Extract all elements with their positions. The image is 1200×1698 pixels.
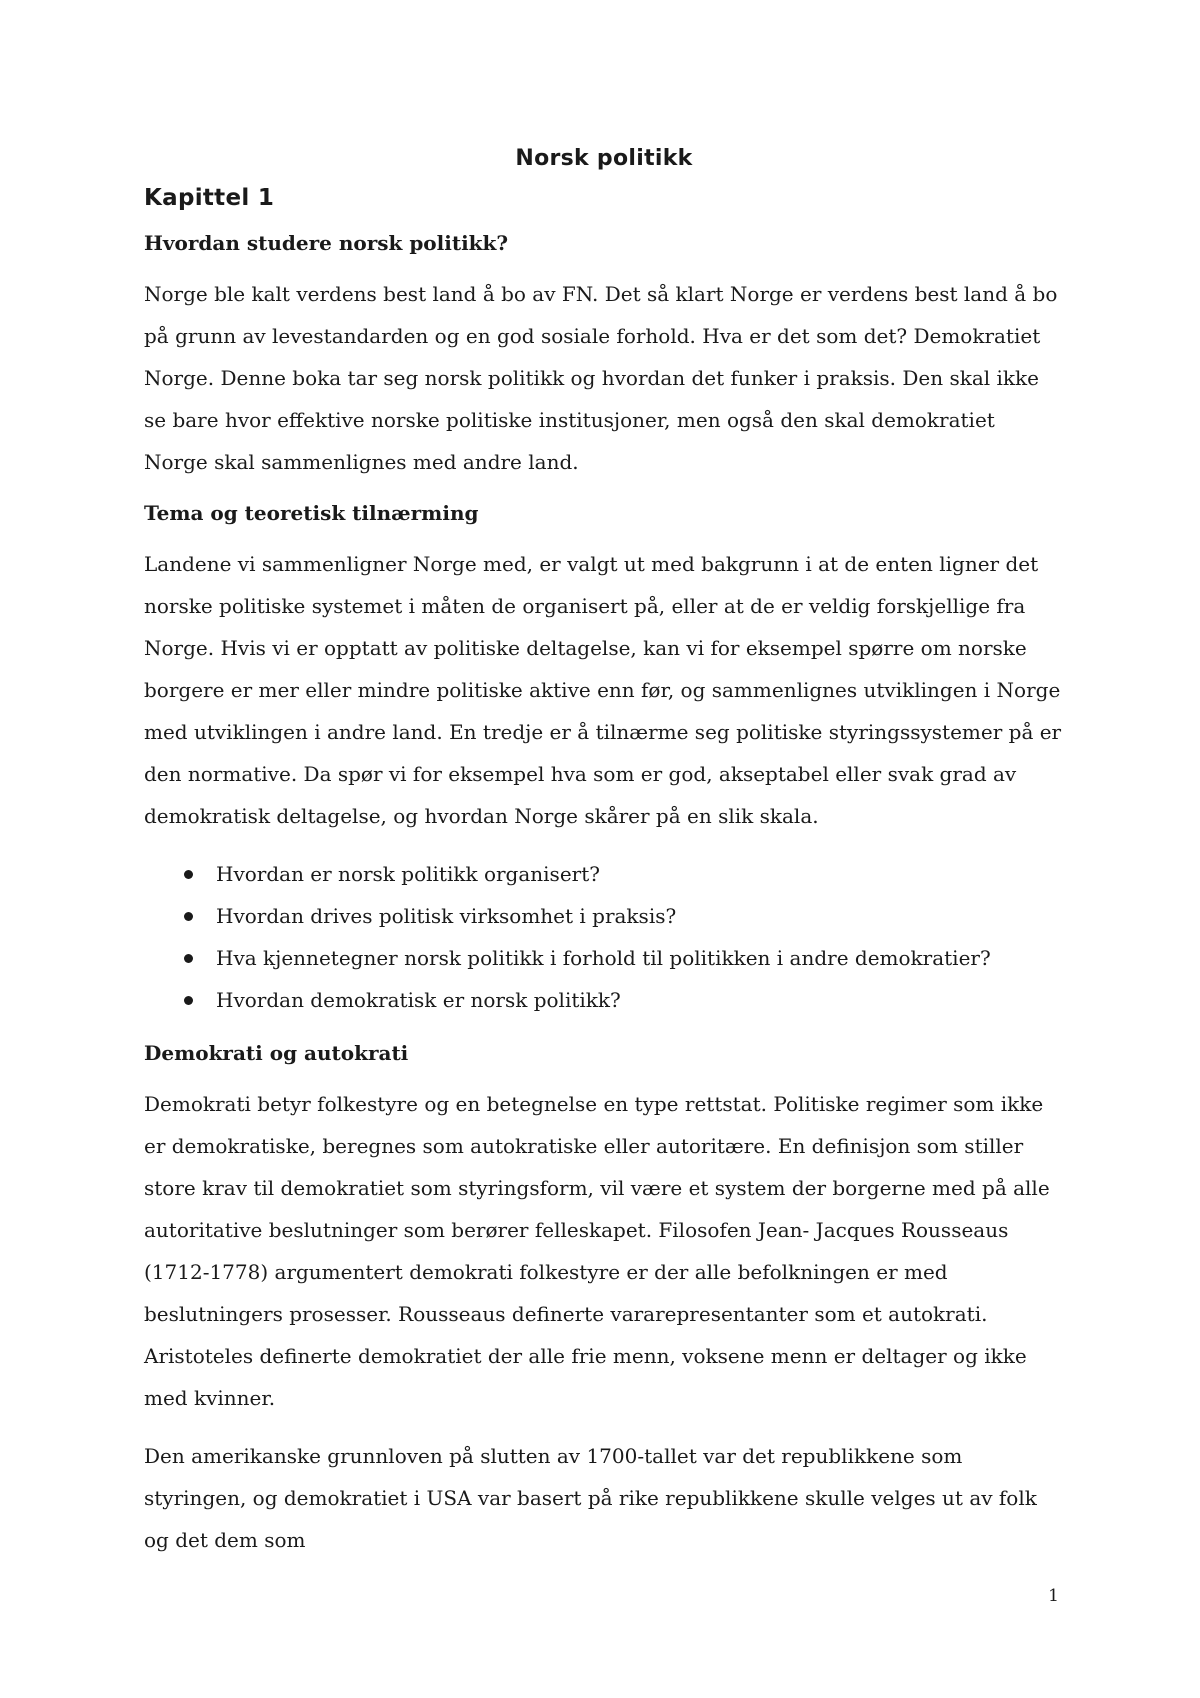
paragraph: Den amerikanske grunnloven på slutten av 1700-tallet var det republikkene som styringen, og demokratiet i USA var basert på rike republikkene skulle velges ut av folk og det dem som [144,1444,1037,1552]
section-heading: Tema og teoretisk tilnærming [144,501,479,525]
bullet-text: Hvordan er norsk politikk organisert? [216,862,600,886]
section-heading: Hvordan studere norsk politikk? [144,231,509,255]
chapter-heading: Kapittel 1 [144,185,275,211]
bullet-dot-icon [184,954,193,963]
page-number: 1 [1048,1586,1059,1606]
bullet-item [144,937,1064,979]
bullet-dot-icon [184,870,193,879]
bullet-text: Hva kjennetegner norsk politikk i forhold til politikken i andre demokratier? [216,946,991,970]
page-content [144,146,1064,1577]
document-title: Norsk politikk [515,146,693,171]
bullet-item [144,853,1064,895]
bullet-item [144,979,1064,1021]
section-studere [144,229,1064,483]
bullet-list [144,853,1064,1021]
bullet-text: Hvordan drives politisk virksomhet i praksis? [216,904,677,928]
bullet-item [144,895,1064,937]
section-heading: Demokrati og autokrati [144,1041,409,1065]
bullet-dot-icon [184,996,193,1005]
paragraph: Norge ble kalt verdens best land å bo av FN. Det så klart Norge er verdens best land å bo på grunn av levestandarden og en god sosiale forhold. Hva er det som det? Demokratiet Norge. Denne boka tar seg norsk politikk og hvordan det funker i praksis. Den skal ikke se bare hvor effektive norske politiske institusjoner, men også den skal demokratiet Norge skal sammenlignes med andre land. [144,282,1058,474]
section-tema [144,499,1064,1021]
paragraph: Demokrati betyr folkestyre og en betegnelse en type rettstat. Politiske regimer som ikke er demokratiske, beregnes som autokratiske eller autoritære. En definisjon som stiller store krav til demokratiet som styringsform, vil være et system der borgerne med på alle autoritative beslutninger som berører felleskapet. Filosofen Jean- Jacques Rousseaus (1712-1778) argumentert demokrati folkestyre er der alle befolkningen er med beslutningers prosesser. Rousseaus definerte vararepresentanter som et autokrati. Aristoteles definerte demokratiet der alle frie menn, voksene menn er deltager og ikke med kvinner. [144,1092,1050,1410]
bullet-dot-icon [184,912,193,921]
paragraph: Landene vi sammenligner Norge med, er valgt ut med bakgrunn i at de enten ligner det norske politiske systemet i måten de organisert på, eller at de er veldig forskjellige fra Norge. Hvis vi er opptatt av politiske deltagelse, kan vi for eksempel spørre om norske borgere er mer eller mindre politiske aktive enn før, og sammenlignes utviklingen i Norge med utviklingen i andre land. En tredje er å tilnærme seg politiske styringssystemer på er den normative. Da spør vi for eksempel hva som er god, akseptabel eller svak grad av demokratisk deltagelse, og hvordan Norge skårer på en slik skala. [144,552,1062,828]
bullet-text: Hvordan demokratisk er norsk politikk? [216,988,621,1012]
section-demokrati [144,1039,1064,1561]
